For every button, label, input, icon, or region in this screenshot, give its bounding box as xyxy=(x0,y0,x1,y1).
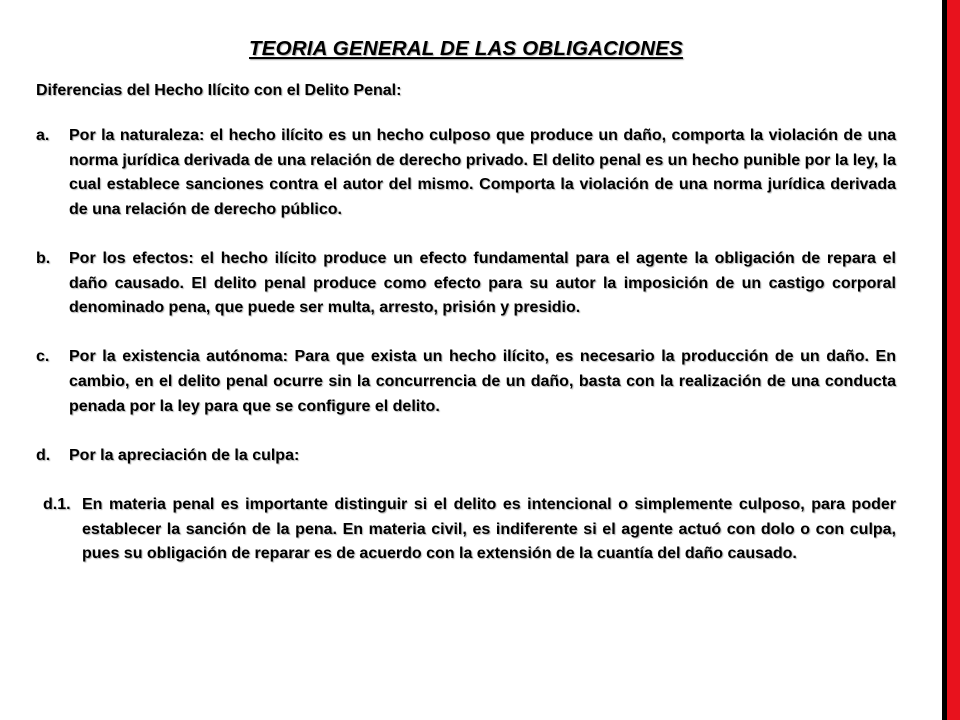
list-marker: a. xyxy=(36,127,50,144)
list-item-text: En materia penal es importante distinguir si el delito es intencional o simplemente culposo, para poder establecer la sanción de la pena. En materia civil, es indiferente si el agente actuó con dolo o con culpa, pues su obligación de reparar es de acuerdo con la extensión de la cuantía del daño causado. xyxy=(82,495,896,563)
list-item-d xyxy=(36,444,896,469)
list-marker: c. xyxy=(36,348,50,366)
slide-subtitle: Diferencias del Hecho Ilícito con el Delito Penal: xyxy=(36,82,402,99)
slide-title: TEORIA GENERAL DE LAS OBLIGACIONES xyxy=(249,37,683,60)
list-marker: b. xyxy=(36,249,51,267)
list-item-text: Por la apreciación de la culpa: xyxy=(69,446,300,464)
slide-content xyxy=(36,36,896,567)
list-item-text: Por los efectos: el hecho ilícito produce un efecto fundamental para el agente la obligación de repara el daño causado. El delito penal produce como efecto para su autor la imposición de un castigo corporal denominado pena, que puede ser multa, arresto, prisión y presidio. xyxy=(69,249,896,317)
list-item-c xyxy=(36,345,896,419)
list-marker: d.1. xyxy=(43,495,71,513)
list-item-text: Por la naturaleza: el hecho ilícito es un hecho culposo que produce un daño, comporta la violación de una norma jurídica derivada de una relación de derecho privado. El delito penal es un hecho punible por la ley, la cual establece sanciones contra el autor del mismo. Comporta la violación de una norma jurídica derivada de una relación de derecho público. xyxy=(69,127,896,218)
list-marker: d. xyxy=(36,446,51,464)
side-bar-red xyxy=(947,0,960,720)
list-item-a xyxy=(36,124,896,222)
list-item-text: Por la existencia autónoma: Para que exista un hecho ilícito, es necesario la producción de un daño. En cambio, en el delito penal ocurre sin la concurrencia de un daño, basta con la realización de una conducta penada por la ley para que se configure el delito. xyxy=(69,348,896,415)
list-subitem-d1 xyxy=(36,493,896,567)
list-item-b xyxy=(36,247,896,321)
